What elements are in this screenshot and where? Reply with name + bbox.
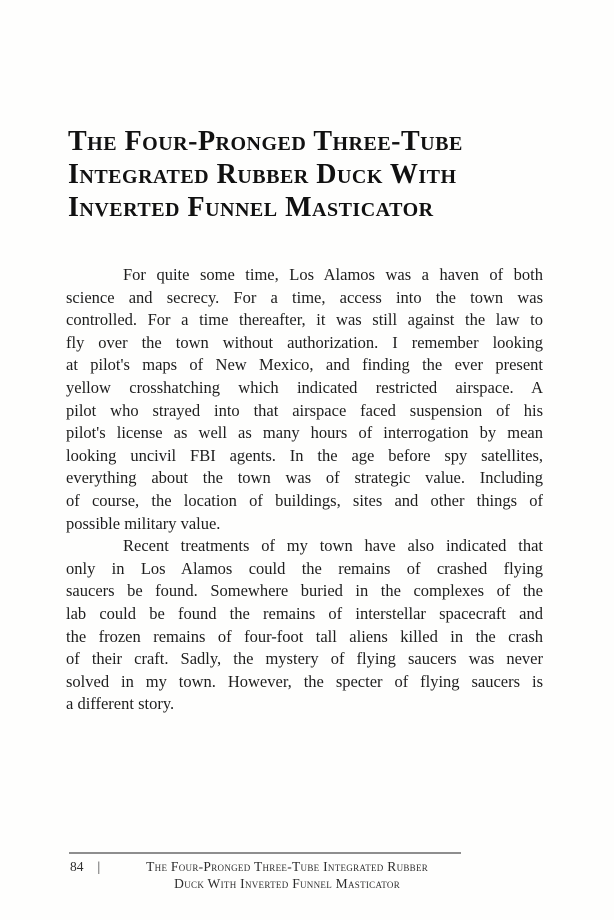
body-line: looking uncivil FBI agents. In the age before spy satellites,: [66, 445, 543, 465]
footer-separator: |: [97, 859, 101, 874]
body-line: pilot's license as well as many hours of interrogation by mean: [66, 423, 543, 443]
body-line: pilot who strayed into that airspace faced suspension of his: [66, 400, 543, 420]
page-number: 84: [70, 859, 84, 874]
chapter-title-line: Integrated Rubber Duck With: [68, 159, 457, 190]
chapter-title: [68, 125, 550, 224]
body-line: a different story.: [66, 694, 175, 714]
body-line: possible military value.: [66, 513, 221, 533]
body-line: saucers be found. Somewhere buried in the complexes of the: [66, 581, 543, 601]
running-title: [113, 858, 461, 892]
page-footer: [69, 852, 461, 892]
body-line: Recent treatments of my town have also indicated that: [123, 536, 543, 556]
body-line: controlled. For a time thereafter, it was still against the law to: [66, 310, 543, 330]
body-line: lab could be found the remains of interstellar spacecraft and: [66, 603, 543, 623]
running-title-line: Duck With Inverted Funnel Masticator: [174, 876, 401, 891]
body-line: only in Los Alamos could the remains of crashed flying: [66, 558, 543, 578]
running-title-line: The Four-Pronged Three-Tube Integrated Rubber: [146, 859, 429, 874]
body-line: everything about the town was of strategic value. Including: [66, 468, 543, 488]
body-text: [66, 264, 543, 716]
chapter-title-line: The Four-Pronged Three-Tube: [68, 126, 463, 157]
body-line: of their craft. Sadly, the mystery of flying saucers was never: [66, 649, 543, 669]
chapter-title-line: Inverted Funnel Masticator: [68, 192, 434, 223]
paragraph: [66, 535, 543, 716]
paragraph: [66, 264, 543, 535]
body-line: of course, the location of buildings, sites and other things of: [66, 490, 543, 510]
body-line: For quite some time, Los Alamos was a haven of both: [123, 265, 543, 284]
body-line: fly over the town without authorization. I remember looking: [66, 332, 543, 352]
body-line: the frozen remains of four-foot tall aliens killed in the crash: [66, 626, 543, 646]
body-line: solved in my town. However, the specter of flying saucers is: [66, 671, 543, 691]
body-line: at pilot's maps of New Mexico, and finding the ever present: [66, 355, 543, 375]
body-line: yellow crosshatching which indicated restricted airspace. A: [66, 377, 543, 397]
body-line: science and secrecy. For a time, access into the town was: [66, 287, 543, 307]
